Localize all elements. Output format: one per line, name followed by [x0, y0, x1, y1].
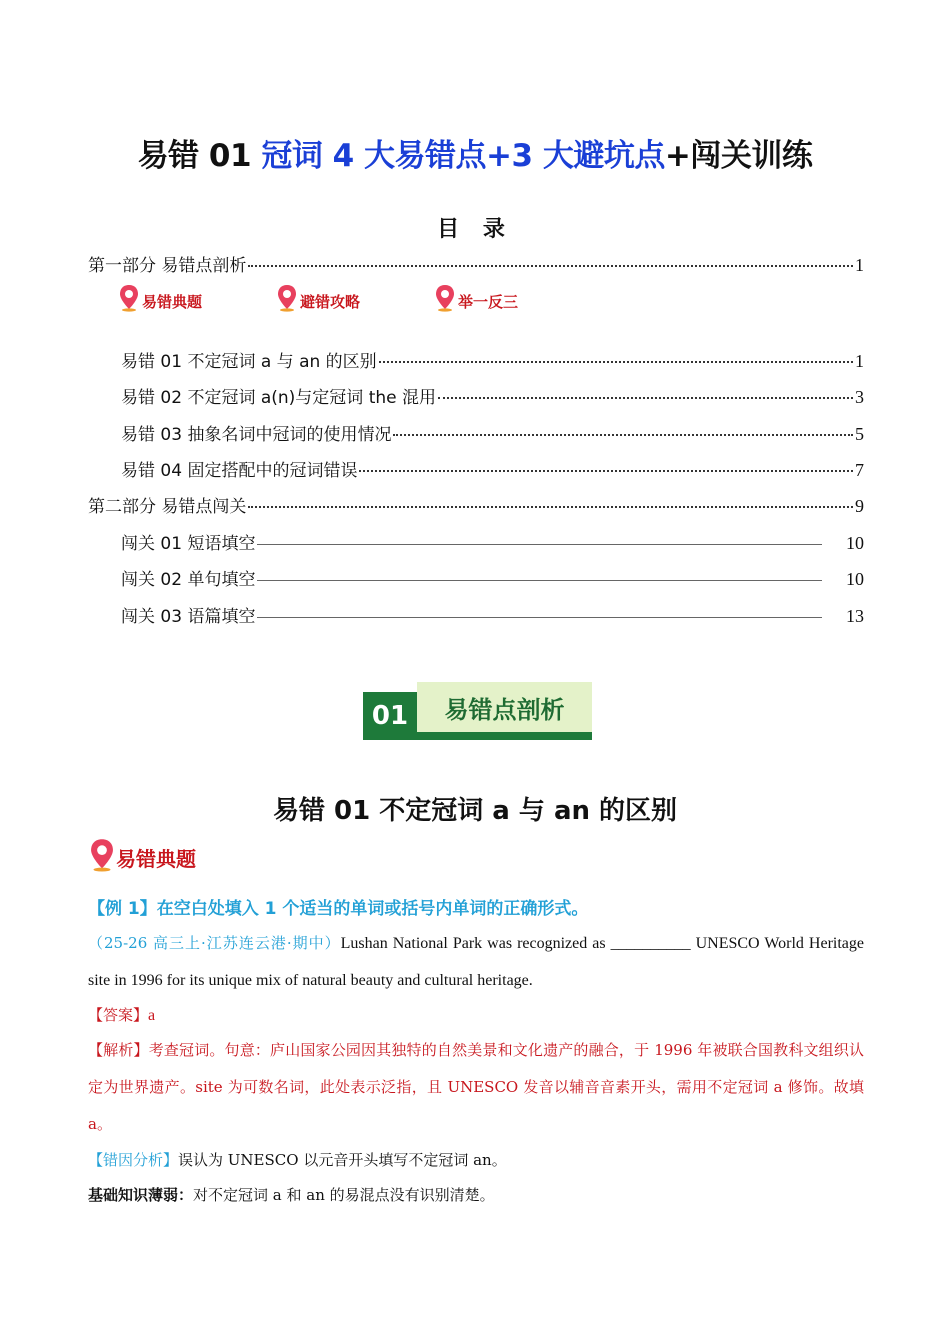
toc-page: 7 [855, 460, 864, 480]
toc-label: 易错 02 不定冠词 a(n)与定冠词 the 混用 [121, 388, 437, 408]
toc-leader [248, 265, 853, 267]
question-text: Lushan National Park was recognized as __________ UNESCO World Heritage site in 1996 for its unique mix of natural beauty and cultural heritage. [88, 935, 864, 989]
title-highlight: 冠词 4 大易错点+3 大避坑点 [261, 138, 665, 174]
toc-label: 闯关 01 短语填空 [121, 534, 256, 554]
toc-leader [257, 544, 822, 545]
location-pin-icon [118, 284, 140, 312]
toc-item[interactable] [121, 602, 864, 626]
toc-label: 闯关 03 语篇填空 [121, 607, 256, 627]
banner-number: 01 [363, 692, 417, 740]
question-source: （25-26 高三上·江苏连云港·期中） [88, 934, 341, 952]
banner-text: 易错点剖析 [417, 682, 592, 740]
toc-page: 10 [846, 569, 864, 589]
basic-label: 基础知识薄弱： [88, 1186, 194, 1204]
analysis-paragraph [88, 1032, 864, 1143]
title-prefix: 易错 01 [137, 138, 262, 174]
toc-label: 易错 01 不定冠词 a 与 an 的区别 [121, 352, 377, 372]
analysis-label: 【解析】 [88, 1041, 149, 1059]
toc-page: 1 [855, 351, 864, 371]
toc-leader [393, 434, 853, 436]
toc-item[interactable] [121, 529, 864, 553]
toc-leader [257, 580, 822, 581]
toc-label: 易错 03 抽象名词中冠词的使用情况 [121, 425, 392, 445]
tag-item [434, 284, 592, 312]
toc-item[interactable] [121, 347, 864, 371]
subhead-label: 易错典题 [116, 847, 196, 871]
error-paragraph [88, 1142, 864, 1179]
toc-leader [379, 361, 853, 363]
toc-tags [118, 284, 592, 312]
toc-label: 第二部分 易错点闯关 [88, 497, 247, 517]
error-label: 【错因分析】 [88, 1151, 179, 1169]
toc-part1[interactable] [88, 251, 864, 275]
answer-value: a [148, 1007, 156, 1024]
toc-label: 第一部分 易错点剖析 [88, 256, 247, 276]
toc-label: 易错 04 固定搭配中的冠词错误 [121, 461, 358, 481]
location-pin-icon [276, 284, 298, 312]
toc-page: 1 [855, 255, 864, 275]
toc-heading: 目 录 [437, 217, 513, 242]
section-banner [363, 682, 592, 740]
toc-item[interactable] [121, 565, 864, 589]
question-paragraph [88, 925, 864, 999]
toc-leader [438, 397, 853, 399]
document-title [0, 130, 950, 175]
toc-leader [359, 470, 853, 472]
toc-page: 3 [855, 387, 864, 407]
tag-label: 举一反三 [458, 293, 519, 311]
title-suffix: +闯关训练 [664, 138, 813, 174]
toc-leader [248, 506, 853, 508]
section-title: 易错 01 不定冠词 a 与 an 的区别 [272, 796, 678, 826]
toc-leader [257, 617, 822, 618]
toc-page: 9 [855, 496, 864, 516]
answer-label: 【答案】 [88, 1006, 149, 1024]
tag-label: 避错攻略 [300, 293, 361, 311]
error-text: 误认为 UNESCO 以元音开头填写不定冠词 an。 [178, 1151, 507, 1169]
toc-item[interactable] [121, 383, 864, 407]
analysis-text: 考查冠词。句意：庐山国家公园因其独特的自然美景和文化遗产的融合，于 1996 年被联合国教科文组织认定为世界遗产。site 为可数名词，此处表示泛指，且 UNESCO 发音以辅音音素开头，需用不定冠词 a 修饰。故填 a。 [88, 1041, 864, 1133]
answer-paragraph [88, 997, 864, 1034]
toc-part2[interactable] [88, 492, 864, 516]
basic-paragraph [88, 1177, 864, 1214]
tag-item [118, 284, 276, 312]
toc-page: 10 [846, 533, 864, 553]
toc-page: 5 [855, 424, 864, 444]
question-head: 【例 1】在空白处填入 1 个适当的单词或括号内单词的正确形式。 [88, 899, 589, 919]
toc-item[interactable] [121, 456, 864, 480]
toc-label: 闯关 02 单句填空 [121, 570, 256, 590]
tag-label: 易错典题 [142, 293, 203, 311]
toc-page: 13 [846, 606, 864, 626]
basic-text: 对不定冠词 a 和 an 的易混点没有识别清楚。 [193, 1186, 495, 1204]
toc-item[interactable] [121, 420, 864, 444]
location-pin-icon [88, 838, 116, 872]
subhead [88, 838, 196, 872]
tag-item [276, 284, 434, 312]
location-pin-icon [434, 284, 456, 312]
